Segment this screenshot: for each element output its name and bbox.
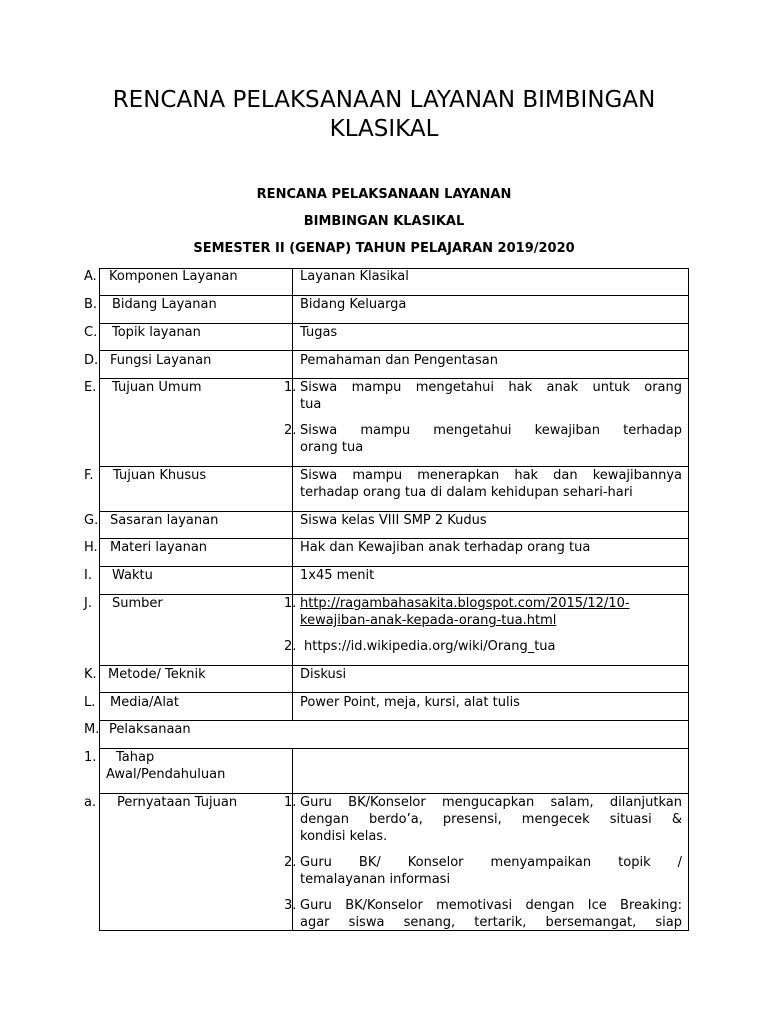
row-label: Waktu bbox=[112, 568, 153, 583]
row-value: Power Point, meja, kursi, alat tulis bbox=[300, 695, 520, 710]
subheading-3: SEMESTER II (GENAP) TAHUN PELAJARAN 2019/2020 bbox=[193, 241, 575, 256]
row-divider bbox=[99, 748, 689, 749]
row-letter: F. bbox=[84, 468, 94, 483]
row-label: Topik layanan bbox=[112, 325, 201, 340]
list-number: 3. bbox=[284, 898, 297, 913]
list-number: 2. bbox=[284, 639, 297, 654]
list-item-line: Guru BK/Konselor memotivasi dengan Ice Breaking: bbox=[300, 898, 682, 913]
list-item-line: Siswa mampu mengetahui hak anak untuk orang bbox=[300, 380, 682, 395]
list-number: 2. bbox=[284, 855, 297, 870]
row-label: Materi layanan bbox=[110, 540, 208, 555]
list-item-line: tua bbox=[300, 397, 322, 412]
row-label: Sasaran layanan bbox=[110, 513, 219, 528]
row-label: Pelaksanaan bbox=[109, 722, 191, 737]
row-letter: G. bbox=[84, 513, 99, 528]
row-value: Pemahaman dan Pengentasan bbox=[300, 353, 498, 368]
row-value: Diskusi bbox=[300, 667, 347, 682]
row-label: Komponen Layanan bbox=[109, 269, 238, 284]
row-letter: I. bbox=[84, 568, 92, 583]
row-letter: L. bbox=[84, 695, 96, 710]
row-letter: 1. bbox=[84, 750, 97, 765]
row-letter: K. bbox=[84, 667, 97, 682]
row-label: Metode/ Teknik bbox=[108, 667, 206, 682]
subheading-1: RENCANA PELAKSANAAN LAYANAN bbox=[256, 187, 512, 202]
row-value-line: Siswa mampu menerapkan hak dan kewajibannya bbox=[300, 468, 682, 483]
source-link[interactable]: kewajiban-anak-kepada-orang-tua.html bbox=[300, 613, 557, 628]
row-divider bbox=[99, 350, 689, 351]
row-letter: C. bbox=[84, 325, 98, 340]
row-value: Hak dan Kewajiban anak terhadap orang tua bbox=[300, 540, 591, 555]
row-value: Layanan Klasikal bbox=[300, 269, 409, 284]
row-value: Siswa kelas VIII SMP 2 Kudus bbox=[300, 513, 487, 528]
list-item-line: temalayanan informasi bbox=[300, 872, 451, 887]
row-label: Tujuan Khusus bbox=[113, 468, 207, 483]
list-item-line: Siswa mampu mengetahui kewajiban terhadap bbox=[300, 423, 682, 438]
row-label-line: Tahap bbox=[116, 750, 155, 765]
source-url: https://id.wikipedia.org/wiki/Orang_tua bbox=[304, 639, 556, 654]
list-item-line: Guru BK/Konselor mengucapkan salam, dilanjutkan bbox=[300, 795, 682, 810]
row-label: Fungsi Layanan bbox=[110, 353, 212, 368]
page-title: RENCANA PELAKSANAAN LAYANAN BIMBINGAN KLASIKAL bbox=[112, 87, 656, 142]
row-letter: A. bbox=[84, 269, 97, 284]
row-letter: E. bbox=[84, 380, 97, 395]
list-item-line: dengan berdo’a, presensi, mengecek situasi & bbox=[300, 812, 682, 827]
subheading-2: BIMBINGAN KLASIKAL bbox=[303, 214, 465, 229]
source-link[interactable]: http://ragambahasakita.blogspot.com/2015/12/10- bbox=[300, 596, 630, 611]
row-letter: D. bbox=[84, 353, 99, 368]
list-number: 1. bbox=[284, 596, 297, 611]
list-number: 1. bbox=[284, 380, 297, 395]
row-value-line: terhadap orang tua di dalam kehidupan sehari-hari bbox=[300, 485, 633, 500]
row-label: Sumber bbox=[112, 596, 163, 611]
row-letter: a. bbox=[84, 795, 97, 810]
row-label: Bidang Layanan bbox=[112, 297, 217, 312]
list-item-line: kondisi kelas. bbox=[300, 829, 388, 844]
row-value: 1x45 menit bbox=[300, 568, 375, 583]
list-item-line: orang tua bbox=[300, 440, 364, 455]
list-number: 2. bbox=[284, 423, 297, 438]
list-item-line: agar siswa senang, tertarik, bersemangat, siap bbox=[300, 915, 682, 930]
row-value: Bidang Keluarga bbox=[300, 297, 407, 312]
list-number: 1. bbox=[284, 795, 297, 810]
row-label: Tujuan Umum bbox=[112, 380, 202, 395]
row-letter: M. bbox=[84, 722, 100, 737]
row-letter: H. bbox=[84, 540, 98, 555]
table-border-left bbox=[99, 268, 100, 930]
row-label-line: Awal/Pendahuluan bbox=[106, 767, 226, 782]
row-value: Tugas bbox=[300, 325, 338, 340]
row-label: Pernyataan Tujuan bbox=[117, 795, 238, 810]
row-label: Media/Alat bbox=[110, 695, 179, 710]
row-divider bbox=[99, 692, 689, 693]
row-letter: B. bbox=[84, 297, 98, 312]
row-letter: J. bbox=[84, 596, 92, 611]
list-item-line: Guru BK/ Konselor menyampaikan topik / bbox=[300, 855, 682, 870]
table-border-right bbox=[688, 268, 689, 930]
